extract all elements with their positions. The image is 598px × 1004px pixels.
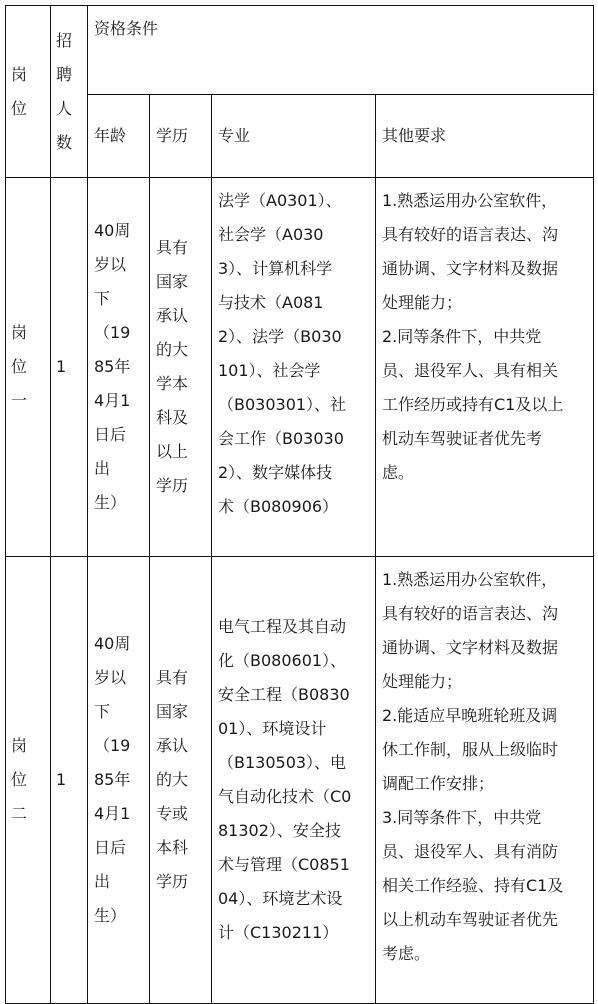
count-cell: 1 [51, 557, 88, 1004]
header-recruit-count: 招 聘 人 数 [51, 6, 88, 178]
header-education: 学历 [150, 95, 212, 178]
header-other: 其他要求 [376, 95, 594, 178]
recruitment-table [5, 5, 594, 1004]
header-row-2 [6, 95, 594, 178]
header-qualifications: 资格条件 [88, 6, 594, 95]
position-cell: 岗 位 二 [6, 557, 51, 1004]
age-cell: 40周 岁以 下 （19 85年 4月1 日后 出 生） [88, 178, 150, 557]
age-cell: 40周 岁以 下 （19 85年 4月1 日后 出 生） [88, 557, 150, 1004]
table-row [6, 178, 594, 557]
header-position: 岗 位 [6, 6, 51, 178]
other-cell: 1.熟悉运用办公室软件， 具有较好的语言表达、沟 通协调、文字材料及数据 处理能力； 2.能适应早晚班轮班及调 休工作制，服从上级临时 调配工作安排； 3.同等条件下，中共党 员、退役军人、具有消防 相关工作经验、持有C1及 以上机动车驾驶证者优先 考虑。 [376, 557, 594, 1004]
major-cell: 法学（A0301）、 社会学（A030 3）、计算机科学 与技术（A081 2）、法学（B030 101）、社会学 （B030301）、社 会工作（B03030 2）、数字媒体技 术（B080906） [212, 178, 376, 557]
header-row-1 [6, 6, 594, 95]
header-major: 专业 [212, 95, 376, 178]
count-cell: 1 [51, 178, 88, 557]
header-age: 年龄 [88, 95, 150, 178]
position-cell: 岗 位 一 [6, 178, 51, 557]
table-row [6, 557, 594, 1004]
major-cell: 电气工程及其自动 化（B080601）、 安全工程（B0830 01）、环境设计 （B130503）、电 气自动化技术（C0 81302）、安全技 术与管理（C0851 04）、环境艺术设 计（C130211） [212, 557, 376, 1004]
education-cell: 具有 国家 承认 的大 学本 科及 以上 学历 [150, 178, 212, 557]
education-cell: 具有 国家 承认 的大 专或 本科 学历 [150, 557, 212, 1004]
other-cell: 1.熟悉运用办公室软件， 具有较好的语言表达、沟 通协调、文字材料及数据 处理能力； 2.同等条件下，中共党 员、退役军人、具有相关 工作经历或持有C1及以上 机动车驾驶证者优先考 虑。 [376, 178, 594, 557]
